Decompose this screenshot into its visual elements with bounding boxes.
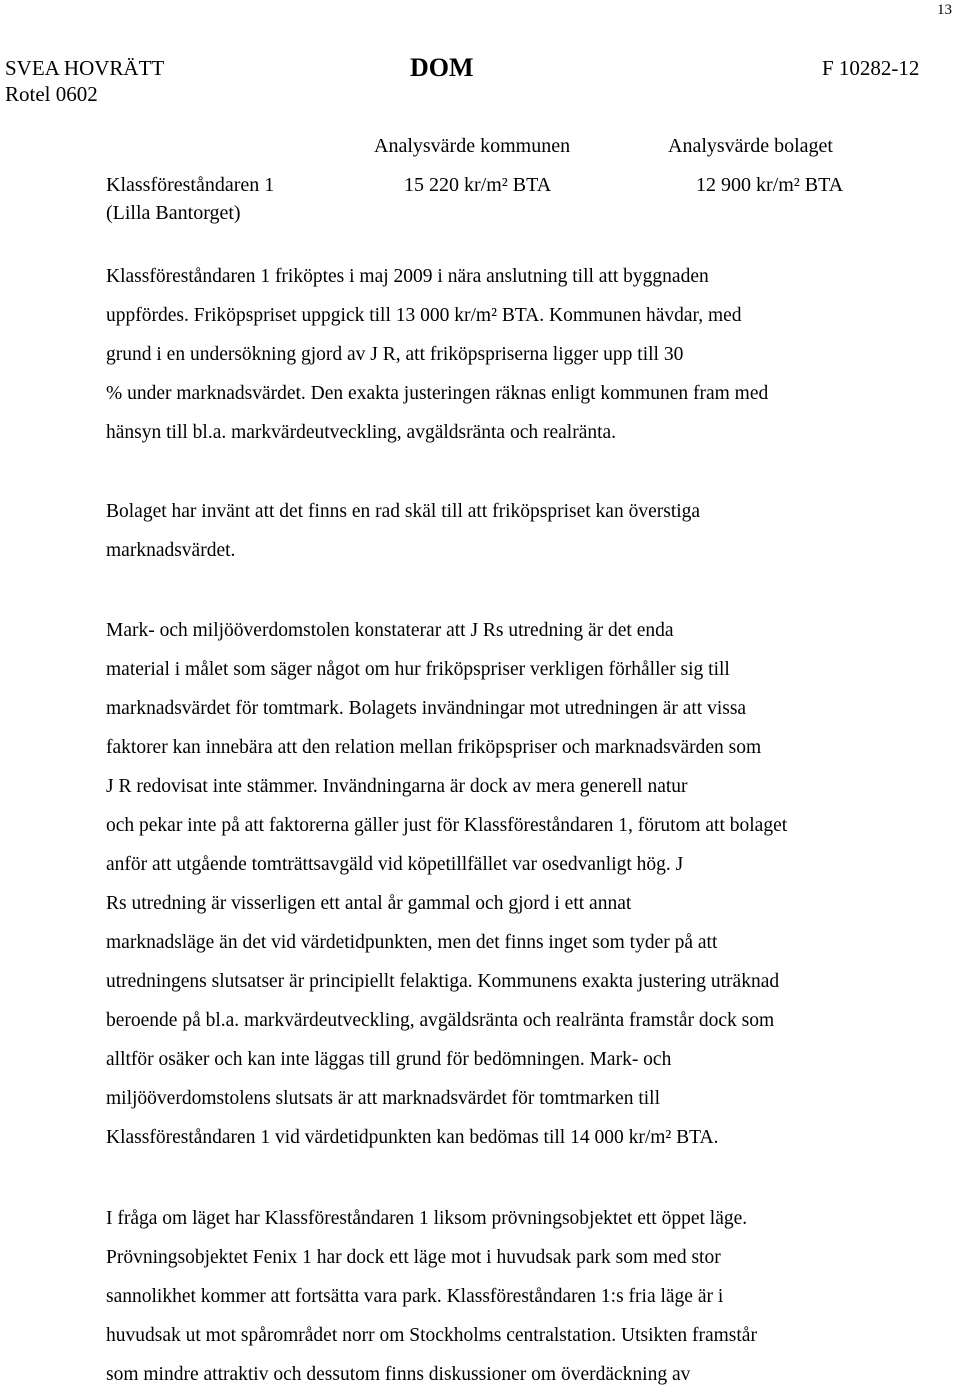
paragraph-line: grund i en undersökning gjord av J R, att friköpspriserna ligger upp till 30 [106,344,684,365]
paragraph-line: hänsyn till bl.a. markvärdeutveckling, avgäldsränta och realränta. [106,422,617,443]
paragraph-line: marknadsläge än det vid värdetidpunkten, men det finns inget som tyder på att [106,932,718,953]
paragraph-line: marknadsvärdet för tomtmark. Bolagets invändningar mot utredningen är att vissa [106,698,747,719]
column-header-bolaget: Analysvärde bolaget [668,135,833,157]
paragraph-line: % under marknadsvärdet. Den exakta justeringen räknas enligt kommunen fram med [106,383,769,404]
paragraph-line: sannolikhet kommer att fortsätta vara park. Klassföreståndaren 1:s fria läge är i [106,1286,724,1307]
paragraph-line: Klassföreståndaren 1 friköptes i maj 2009 i nära anslutning till att byggnaden [106,266,709,287]
paragraph-4 [106,1199,757,1394]
paragraph-line: alltför osäker och kan inte läggas till grund för bedömningen. Mark- och [106,1049,672,1070]
court-name: SVEA HOVRÄTT [5,56,165,80]
paragraph-line: som mindre attraktiv och dessutom finns diskussioner om överdäckning av [106,1364,691,1385]
paragraph-line: Klassföreståndaren 1 vid värdetidpunkten kan bedömas till 14 000 kr/m² BTA. [106,1127,719,1148]
paragraph-line: marknadsvärdet. [106,540,236,561]
paragraph-line: miljööverdomstolens slutsats är att marknadsvärdet för tomtmarken till [106,1088,661,1109]
row-label-property: Klassföreståndaren 1 [106,174,275,196]
paragraph-line: J R redovisat inte stämmer. Invändningarna är dock av mera generell natur [106,776,688,797]
paragraph-line: utredningens slutsatser är principiellt felaktiga. Kommunens exakta justering uträknad [106,971,780,992]
case-number: F 10282-12 [822,56,920,80]
paragraph-line: beroende på bl.a. markvärdeutveckling, avgäldsränta och realränta framstår dock som [106,1010,775,1031]
value-kommunen: 15 220 kr/m² BTA [404,174,552,196]
row-label-location: (Lilla Bantorget) [106,202,241,224]
value-bolaget: 12 900 kr/m² BTA [696,174,844,196]
paragraph-line: material i målet som säger något om hur friköpspriser verkligen förhåller sig till [106,659,730,680]
document-type: DOM [410,53,474,82]
page-number: 13 [937,2,952,18]
paragraph-2 [106,492,700,570]
paragraph-line: faktorer kan innebära att den relation mellan friköpspriser och marknadsvärden som [106,737,762,758]
paragraph-line: Bolaget har invänt att det finns en rad skäl till att friköpspriset kan överstiga [106,501,701,522]
paragraph-line: Mark- och miljööverdomstolen konstaterar att J Rs utredning är det enda [106,620,674,641]
court-division: Rotel 0602 [5,82,98,106]
paragraph-line: uppfördes. Friköpspriset uppgick till 13 000 kr/m² BTA. Kommunen hävdar, med [106,305,742,326]
paragraph-line: och pekar inte på att faktorerna gäller just för Klassföreståndaren 1, förutom att bolaget [106,815,788,836]
paragraph-line: Prövningsobjektet Fenix 1 har dock ett läge mot i huvudsak park som med stor [106,1247,721,1268]
paragraph-line: Rs utredning är visserligen ett antal år gammal och gjord i ett annat [106,893,632,914]
paragraph-line: huvudsak ut mot spårområdet norr om Stockholms centralstation. Utsikten framstår [106,1325,757,1346]
paragraph-3 [106,611,787,1157]
column-header-kommunen: Analysvärde kommunen [374,135,571,157]
paragraph-line: anför att utgående tomträttsavgäld vid köpetillfället var osedvanligt hög. J [106,854,684,875]
paragraph-line: I fråga om läget har Klassföreståndaren 1 liksom prövningsobjektet ett öppet läge. [106,1208,748,1229]
paragraph-1 [106,257,768,452]
